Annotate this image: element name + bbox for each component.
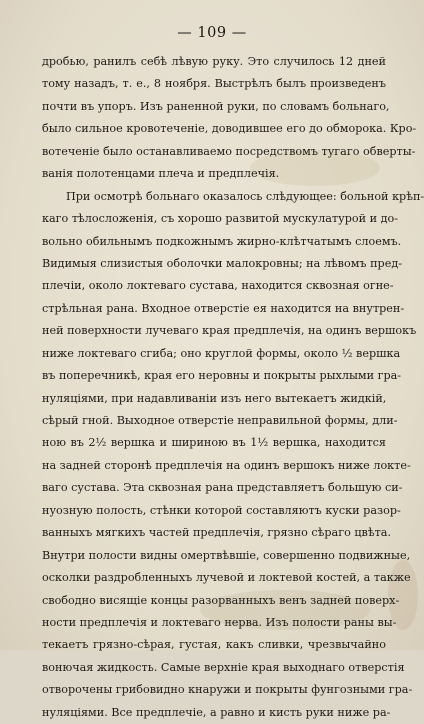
text-line: ваго сустава. Эта сквозная рана представляетъ большую си- bbox=[42, 481, 403, 495]
body-text bbox=[42, 51, 424, 724]
text-line: ности предплечія и локтеваго нерва. Изъ полости раны вы- bbox=[42, 615, 397, 629]
text-line: нуляціями. Все предплечіе, а равно и кисть руки ниже ра- bbox=[42, 705, 391, 719]
text-line: было сильное кровотеченіе, доводившее его до обморока. Кро- bbox=[42, 122, 417, 136]
text-line: ниже локтеваго сгиба; оно круглой формы, около ½ вершка bbox=[42, 346, 401, 360]
text-line: отворочены грибовидно кнаружи и покрыты фунгозными гра- bbox=[42, 683, 413, 697]
text-line: вольно обильнымъ подкожнымъ жирно-клѣтчатымъ слоемъ. bbox=[42, 234, 402, 248]
text-line: тому назадъ, т. е., 8 ноября. Выстрѣлъ былъ произведенъ bbox=[42, 77, 386, 91]
text-line: Внутри полости видны омертвѣвшіе, совершенно подвижные, bbox=[42, 548, 411, 562]
text-line: каго тѣлосложенія, съ хорошо развитой мускулатурой и до- bbox=[42, 212, 399, 226]
text-line: ней поверхности лучеваго края предплечія, на одинъ вершокъ bbox=[42, 324, 417, 338]
text-line: Видимыя слизистыя оболочки малокровны; на лѣвомъ пред- bbox=[42, 256, 402, 270]
text-line: нуляціями, при надавливаніи изъ него вытекаетъ жидкій, bbox=[42, 391, 387, 405]
text-line: нуозную полость, стѣнки которой составляютъ куски разор- bbox=[42, 503, 401, 517]
text-line: на задней сторонѣ предплечія на одинъ вершокъ ниже локте- bbox=[42, 458, 411, 472]
text-line: сѣрый гной. Выходное отверстіе неправильной формы, дли- bbox=[42, 414, 398, 427]
page-number: — 109 — bbox=[177, 25, 247, 41]
text-line: вонючая жидкость. Самые верхніе края выходнаго отверстія bbox=[42, 660, 405, 674]
text-line: ванія полотенцами плеча и предплечія. bbox=[42, 167, 280, 181]
text-line: почти въ упоръ. Изъ раненной руки, по словамъ больнаго, bbox=[42, 99, 390, 113]
text-line: При осмотрѣ больнаго оказалось слѣдующее: больной крѣп- bbox=[66, 189, 424, 203]
text-line: плечіи, около локтеваго сустава, находится сквозная огне- bbox=[42, 279, 394, 293]
text-line: въ поперечникѣ, края его неровны и покрыты рыхлыми гра- bbox=[42, 369, 402, 383]
text-line: вотеченіе было останавливаемо посредствомъ тугаго обверты- bbox=[42, 144, 416, 158]
text-line: стрѣльная рана. Входное отверстіе ея находится на внутрен- bbox=[42, 301, 405, 315]
text-line: свободно висящіе концы разорванныхъ венъ задней поверх- bbox=[42, 593, 400, 607]
text-line: дробью, ранилъ себѣ лѣвую руку. Это случилось 12 дней bbox=[42, 55, 386, 68]
text-line: ванныхъ мягкихъ частей предплечія, грязно сѣраго цвѣта. bbox=[42, 526, 392, 540]
text-line: осколки раздробленныхъ лучевой и локтевой костей, а также bbox=[42, 571, 411, 585]
text-line: ною въ 2½ вершка и шириною въ 1½ вершка, находится bbox=[42, 436, 386, 450]
text-line: текаетъ грязно-сѣрая, густая, какъ сливки, чрезвычайно bbox=[42, 638, 386, 652]
